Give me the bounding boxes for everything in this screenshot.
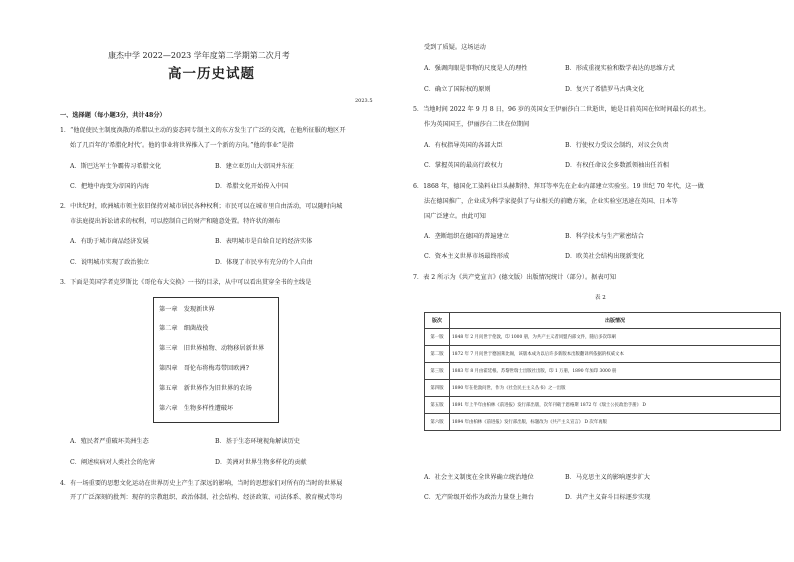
chapter-item: 第二章 细菌战役 [159, 325, 209, 332]
q4-option-d[interactable]: D．复兴了希腊罗马古典文化 [565, 86, 645, 93]
q1-stem-line1: 1．“他促使民主制度涣散的希腊以主动的姿态同专制主义的东方发生了广泛的交流，在他所征服的地区开 [60, 127, 346, 134]
publication-cell: 1894 年由柏林《前进报》发行部出版，标题改为《共产主义宣言》 D 次年再版 [450, 414, 781, 431]
q4-option-b[interactable]: B．形成重视实验和数学表达的思维方式 [565, 65, 675, 72]
q6-stem-line3: 国广泛建立。由此可知 [424, 213, 486, 220]
q6-option-b[interactable]: B．科学技术与生产紧密结合 [565, 233, 644, 240]
edition-cell: 第二版 [425, 346, 450, 363]
table-row [425, 380, 781, 397]
exam-date: 2023.5 [355, 98, 373, 104]
edition-cell: 第四版 [425, 380, 450, 397]
q2-stem-line1: 2．中世纪时，欧洲城市领主依旧保持对城市居民各种权利；市民可以在城市里自由活动，可以随时向城 [60, 203, 343, 210]
q1-stem-line2: 始了几百年的‘希腊化时代’。他的事业将世界推入了一个新的方向。”他的事业”是指 [70, 142, 294, 149]
q4-option-a[interactable]: A．强调肉眼是事物的尺度是人的理性 [424, 65, 528, 72]
q7-option-b[interactable]: B．马克思主义的影响逐步扩大 [565, 474, 650, 481]
edition-cell: 第一版 [425, 329, 450, 346]
q3-table-of-contents [153, 297, 279, 423]
q2-option-d[interactable]: D．体现了市民享有充分的个人自由 [215, 259, 313, 266]
school-line: 康杰中学 2022—2023 学年度第二学期第二次月考 [108, 51, 290, 60]
q2-stem-line2: 市法庭提出诉讼请求的权利，可以控制自己的财产和随意处置。特许状的颁布 [70, 218, 281, 225]
edition-cell: 第五版 [425, 397, 450, 414]
publication-cell: 1891 年上半年由柏林《前进报》发行部出版，次年刊载于恩格斯 1872 年《瑞士公民政治手册》 D [450, 397, 781, 414]
q3-stem: 3．下面是美国学者克罗斯比《哥伦布大交换》一书的目录，从中可以看出贯穿全书的主线是 [60, 279, 312, 286]
chapter-item: 第五章 新世界作为旧世界的农场 [159, 385, 252, 392]
chapter-item: 第一章 发现新世界 [159, 306, 215, 313]
chapter-item: 第四章 哥伦布将梅毒带回欧洲? [159, 365, 249, 372]
q1-option-c[interactable]: C．把地中海变为帝国的内海 [70, 183, 149, 190]
column-header: 出版情况 [450, 313, 781, 329]
q2-option-b[interactable]: B．表明城市是自给自足的经济实体 [215, 238, 313, 245]
q5-option-d[interactable]: D．有权任命议会多数派领袖出任首相 [565, 162, 669, 169]
publication-cell: 1848 年 2 月问世于伦敦，印 1000 册，为共产主义者同盟内部文件，随后多次印刷 [450, 329, 781, 346]
q1-option-d[interactable]: D．希腊文化开始传入中国 [215, 183, 289, 190]
table-row [425, 346, 781, 363]
q5-option-c[interactable]: C．掌握英国的最高行政权力 [424, 162, 503, 169]
q5-stem-line2: 作为英国国王，伊丽莎白二世在位期间 [424, 121, 530, 128]
q2-option-c[interactable]: C．说明城市实现了政治独立 [70, 259, 149, 266]
q7-option-c[interactable]: C．无产阶级开始作为政治力量登上舞台 [424, 494, 534, 501]
q5-stem-line1: 5．当地时间 2022 年 9 月 8 日，96 岁的英国女王伊丽莎白二世逝世，她是目前英国在位时间最长的君主。 [413, 106, 710, 113]
q3-option-b[interactable]: B．基于生态环境视角解读历史 [215, 438, 300, 445]
q6-stem-line2: 法在德国推广，企业成为科学家提供了与业相关的前瞻方案，企业实验室迅速在英国、日本等 [424, 198, 678, 205]
edition-cell: 第三版 [425, 363, 450, 380]
q3-option-d[interactable]: D．美洲对世界生物多样化的贡献 [215, 459, 307, 466]
q3-option-c[interactable]: C．阐述疾病对人类社会的危害 [70, 459, 156, 466]
q4-stem-line2: 开了广泛深刻的批判：现存的宗教组织、政治体制、社会结构、经济政策、司法体系、教育模式等均 [70, 494, 343, 501]
table-header-row [425, 313, 781, 329]
q7-option-a[interactable]: A．社会主义制度在全世界确立统治地位 [424, 474, 534, 481]
q4-stem-line1: 4．有一场重要的思想文化运动在世界历史上产生了深远的影响，当时的思想家们对所有的当时的世界展 [60, 480, 343, 487]
publication-cell: 1890 年在伦敦问世，作为《社会民主主义丛书》之一出版 [450, 380, 781, 397]
q6-option-c[interactable]: C．资本主义世界市场最终形成 [424, 253, 510, 260]
table-caption: 表 2 [595, 295, 606, 301]
publication-cell: 1883 年 8 月由霍廷根、苏黎世瑞士出版社出版，印 1 万册，1890 年加印 3000 册 [450, 363, 781, 380]
page-title: 高一历史试题 [168, 66, 255, 82]
q6-stem-line1: 6．1868 年，德国化工染料业巨头赫斯特、拜耳等率先在企业内部建立实验室。19 世纪 70 年代，这一做 [413, 183, 704, 190]
q7-option-d[interactable]: D．共产主义奋斗目标逐步实现 [565, 494, 651, 501]
q6-option-a[interactable]: A．垄断组织在德国的普遍建立 [424, 233, 509, 240]
q1-option-b[interactable]: B．建立亚历山大帝国并东征 [215, 163, 294, 170]
q3-option-a[interactable]: A．殖民者严重破坏美洲生态 [70, 438, 149, 445]
q6-option-d[interactable]: D．欧美社会结构出现新变化 [565, 253, 645, 260]
section-heading: 一、选择题（每小题3分，共计48分） [60, 112, 166, 119]
table-row [425, 414, 781, 431]
q2-option-a[interactable]: A．有助于城市商品经济发展 [70, 238, 149, 245]
q4-stem-line3: 受到了质疑。这场运动 [424, 44, 486, 51]
q1-option-a[interactable]: A．斯巴达军士争霸传习希腊文化 [70, 163, 162, 170]
edition-cell: 第六版 [425, 414, 450, 431]
q4-option-c[interactable]: C．确立了国际权的原则 [424, 86, 491, 93]
column-header: 版次 [425, 313, 450, 329]
q5-option-a[interactable]: A．有权指导英国的各部大臣 [424, 142, 503, 149]
table-row [425, 397, 781, 414]
chapter-item: 第六章 生物多样性遭破坏 [159, 405, 234, 412]
chapter-item: 第三章 旧世界植物、动物移居新世界 [159, 345, 265, 352]
table-row [425, 363, 781, 380]
publication-cell: 1872 年 7 月问世于德国莱比锡，该版本成为以后许多新版本出版翻译所依据的权威文本 [450, 346, 781, 363]
table-row [425, 329, 781, 346]
edition-table [424, 312, 781, 431]
q5-option-b[interactable]: B．行使权力受议会制约，对议会负责 [565, 142, 669, 149]
q7-stem: 7．表 2 所示为《共产党宣言》(德文版）出版情况统计（部分）。据表可知 [413, 274, 616, 281]
